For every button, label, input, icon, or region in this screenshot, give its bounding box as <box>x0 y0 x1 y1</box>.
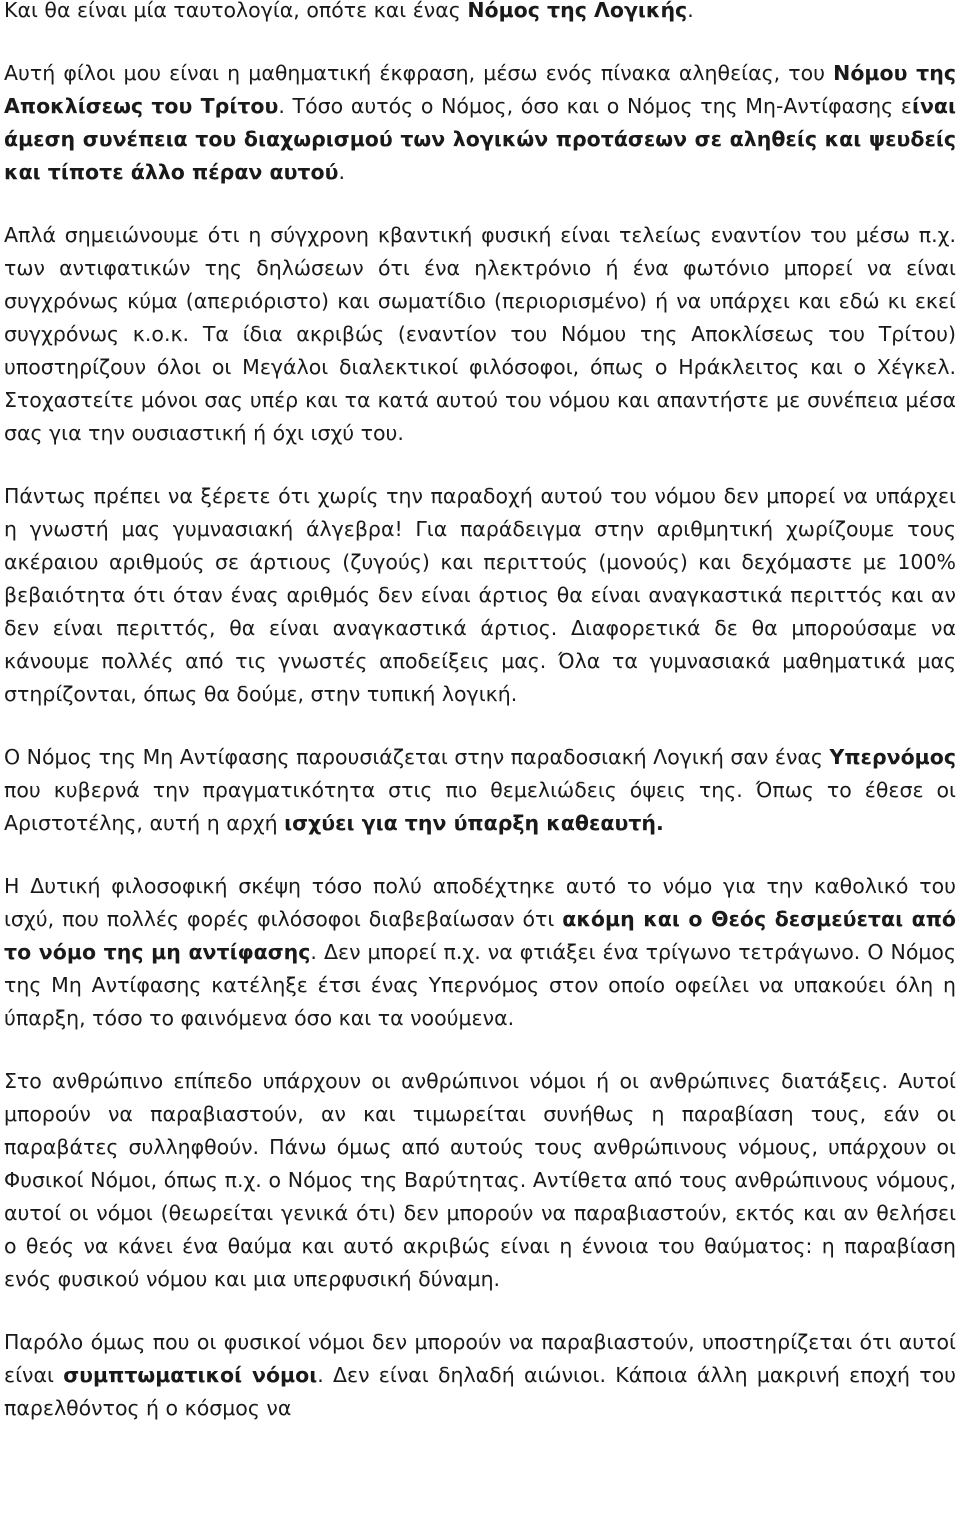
paragraph-7 <box>4 1065 956 1296</box>
text-segment: Στο ανθρώπινο επίπεδο υπάρχουν οι ανθρώπινοι νόμοι ή οι ανθρώπινες διατάξεις. Αυτοί μπορούν να παραβιαστούν, αν και τιμωρείται συνήθως η παραβίαση τους, εάν οι παραβάτες συλληφθούν. Πάνω όμως από αυτούς τους ανθρώπινους νόμους, υπάρχουν οι Φυσικοί Νόμοι, όπως π.χ. ο Νόμος της Βαρύτητας. Αντίθετα από τους ανθρώπινους νόμους, αυτοί οι νόμοι (θεωρείται γενικά ότι) δεν μπορούν να παραβιαστούν, εκτός και αν θελήσει ο θεός να κάνει ένα θαύμα και αυτό ακριβώς είναι η έννοια του θαύματος: η παραβίαση ενός φυσικού νόμου και μια υπερφυσική δύναμη. <box>4 1069 956 1291</box>
paragraph-6 <box>4 870 956 1035</box>
bold-text-segment: ίναι άμεση συνέπεια του διαχωρισμού των λογικών προτάσεων σε αληθείς και ψευδείς και τίποτε άλλο πέραν αυτού <box>4 94 956 184</box>
bold-text-segment: ισχύει για την ύπαρξη καθεαυτή. <box>284 811 664 835</box>
paragraph-8 <box>4 1326 956 1425</box>
text-segment: Αυτή φίλοι μου είναι η μαθηματική έκφραση, μέσω ενός πίνακα αληθείας, του <box>4 61 834 85</box>
paragraph-3 <box>4 219 956 450</box>
text-segment: . Τόσο αυτός ο Νόμος, όσο και ο Νόμος της Μη-Αντίφασης ε <box>278 94 912 118</box>
paragraph-1 <box>4 0 956 27</box>
text-segment: Πάντως πρέπει να ξέρετε ότι χωρίς την παραδοχή αυτού του νόμου δεν μπορεί να υπάρχει η γνωστή μας γυμνασιακή άλγεβρα! Για παράδειγμα στην αριθμητική χωρίζουμε τους ακέραιου αριθμούς σε άρτιους (ζυγούς) και περιττούς (μονούς) και δεχόμαστε με 100% βεβαιότητα ότι όταν ένας αριθμός δεν είναι άρτιος θα είναι αναγκαστικά περιττός και αν δεν είναι περιττός, θα είναι αναγκαστικά άρτιος. Διαφορετικά δε θα μπορούσαμε να κάνουμε πολλές από τις γνωστές αποδείξεις μας. Όλα τα γυμνασιακά μαθηματικά μας στηρίζονται, όπως θα δούμε, στην τυπική λογική. <box>4 484 956 706</box>
text-segment: . <box>338 160 345 184</box>
text-segment: . <box>687 0 694 22</box>
bold-text-segment: ακόμη και ο Θεός δεσμεύεται από το νόμο της μη αντίφασης <box>4 907 957 964</box>
paragraph-4 <box>4 480 956 711</box>
text-segment: Απλά σημειώνουμε ότι η σύγχρονη κβαντική φυσική είναι τελείως εναντίον του μέσω π.χ. των αντιφατικών της δηλώσεων ότι ένα ηλεκτρόνιο ή ένα φωτόνιο μπορεί να είναι συγχρόνως κύμα (απεριόριστο) και σωματίδιο (περιορισμένο) ή να υπάρχει και εδώ κι εκεί συγχρόνως κ.ο.κ. Τα ίδια ακριβώς (εναντίον του Νόμου της Αποκλίσεως του Τρίτου) υποστηρίζουν όλοι οι Μεγάλοι διαλεκτικοί φιλόσοφοι, όπως ο Ηράκλειτος και ο Χέγκελ. Στοχαστείτε μόνοι σας υπέρ και τα κατά αυτού του νόμου και απαντήστε με συνέπεια μέσα σας για την ουσιαστική ή όχι ισχύ του. <box>4 223 956 445</box>
text-segment: Και θα είναι μία ταυτολογία, οπότε και ένας <box>4 0 468 22</box>
text-segment: Ο Νόμος της Μη Αντίφασης παρουσιάζεται στην παραδοσιακή Λογική σαν ένας <box>4 745 830 769</box>
text-segment: Παρόλο όμως που οι φυσικοί νόμοι δεν μπορούν να παραβιαστούν, υποστηρίζεται ότι αυτοί είναι <box>4 1330 956 1387</box>
text-segment: . Δεν μπορεί π.χ. να φτιάξει ένα τρίγωνο τετράγωνο. Ο Νόμος της Μη Αντίφασης κατέληξε έτσι ένας Υπερνόμος στον οποίο οφείλει να υπακούει όλη η ύπαρξη, τόσο το φαινόμενα όσο και τα νοούμενα. <box>4 940 956 1030</box>
document-page <box>4 0 956 1455</box>
bold-text-segment: Νόμος της Λογικής <box>467 0 688 22</box>
bold-text-segment: συμπτωματικοί νόμοι <box>63 1363 318 1387</box>
bold-text-segment: Υπερνόμος <box>829 745 956 769</box>
text-segment: . Δεν είναι δηλαδή αιώνιοι. Κάποια άλλη μακρινή εποχή του παρελθόντος ή ο κόσμος να <box>4 1363 956 1420</box>
text-segment: Η Δυτική φιλοσοφική σκέψη τόσο πολύ αποδέχτηκε αυτό το νόμο για την καθολικό του ισχύ, που πολλές φορές φιλόσοφοι διαβεβαίωσαν ότι <box>4 874 956 931</box>
text-segment: που κυβερνά την πραγματικότητα στις πιο θεμελιώδεις όψεις της. Όπως το έθεσε οι Αριστοτέλης, αυτή η αρχή <box>4 778 956 835</box>
paragraph-2 <box>4 57 956 189</box>
bold-text-segment: Νόμου της Αποκλίσεως του Τρίτου <box>4 61 957 118</box>
paragraph-5 <box>4 741 956 840</box>
